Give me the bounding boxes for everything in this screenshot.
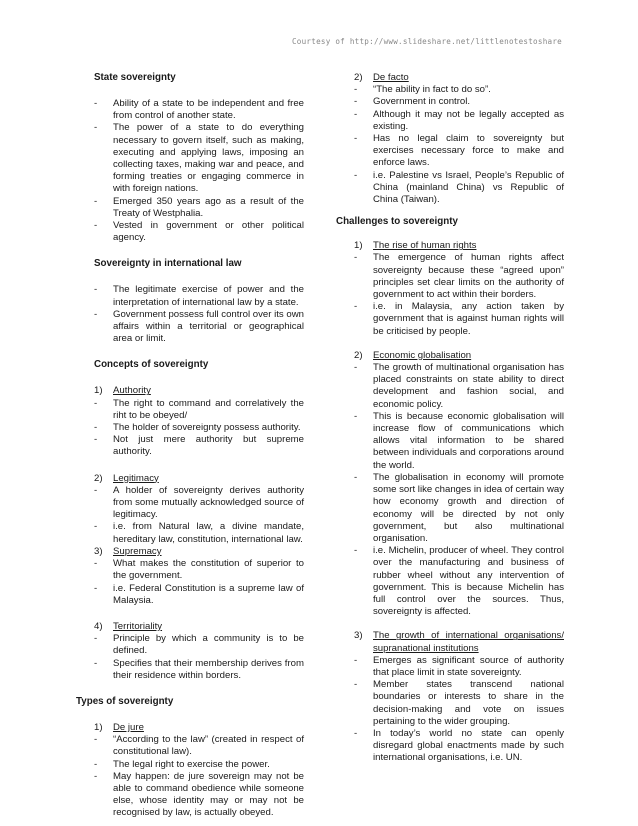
list-item: - Has no legal claim to sovereignty but exercises necessary force to make and enforce laws. [354, 133, 564, 169]
list-item: - This is because economic globalisation will increase flow of communications which allows vital information to be shared between individuals and corporations around the world. [354, 410, 564, 471]
courtesy-header: Courtesy of http://www.slideshare.net/littlenotestoshare [291, 37, 562, 46]
type-de-jure-title: 1) De jure [94, 721, 144, 733]
concept-authority-title: 1) Authority [94, 385, 151, 397]
list-item: - i.e. in Malaysia, any action taken by government that is against human rights will be criticised by people. [354, 301, 564, 337]
challenges-heading: Challenges to sovereignty [336, 216, 458, 228]
de-facto-section [336, 72, 564, 206]
list-item: - Although it may not be legally accepted as existing. [354, 108, 564, 132]
list-item: - The legal right to exercise the power. [94, 758, 270, 770]
list-item: - Member states transcend national boundaries or interests to share in the decision-making and vote on issues pertaining to the wider grouping. [354, 679, 564, 727]
type-de-facto-title: 2) De facto [354, 72, 409, 83]
international-law-heading: Sovereignty in international law [94, 258, 242, 270]
list-item: - “The ability in fact to do so”. [354, 84, 491, 96]
concept-territoriality-title: 4) Territoriality [94, 620, 163, 632]
list-item: - The globalisation in economy will promote some sort like changes in idea of certain way how economy growth and direction of economy will be directed by not only government, but also multinational organisation. [354, 471, 564, 544]
list-item: - A holder of sovereignty derives authority from some mutually acknowledged source of legitimacy. [94, 484, 304, 521]
list-item: - i.e. Federal Constitution is a supreme law of Malaysia. [94, 582, 304, 606]
state-sovereignty-heading: State sovereignty [94, 72, 176, 83]
list-item: - In today’s world no state can openly disregard global enactments made by such international organisations, i.e. UN. [354, 727, 564, 764]
list-item: - The legitimate exercise of power and the interpretation of international law by a state. [94, 284, 304, 308]
list-item: - Ability of a state to be independent and free from control of another state. [94, 98, 304, 122]
challenge-economic-globalisation-title: 2) Economic globalisation [354, 349, 472, 361]
list-item: - Specifies that their membership derives from their residence within borders. [94, 657, 304, 681]
list-item: - What makes the constitution of superior to the government. [94, 558, 304, 582]
concept-supremacy-title: 3) Supremacy [94, 545, 162, 557]
left-column [76, 72, 304, 820]
challenge-international-organisations-title: 3) The growth of international organisations/ supranational institutions [354, 630, 564, 654]
list-item: - i.e. Michelin, producer of wheel. They control over the manufacturing and business of rubber wheel without any intervention of government. This is because Michelin has full control over the sources. Thus, sovereignty is affected. [354, 545, 564, 618]
list-item: - The holder of sovereignty possess authority. [94, 422, 301, 434]
list-item: - The right to command and correlatively the riht to be obeyed/ [94, 397, 304, 421]
concept-legitimacy-title: 2) Legitimacy [94, 472, 159, 484]
list-item: - The growth of multinational organisation has placed constraints on state ability to direct development and fashion social, and economic policy. [354, 362, 564, 410]
challenges-section [336, 240, 564, 764]
list-item: - i.e. Palestine vs Israel, People’s Republic of China (mainland China) vs Republic of China (Taiwan). [354, 169, 564, 206]
concepts-heading: Concepts of sovereignty [94, 359, 209, 371]
list-item: - The power of a state to do everything necessary to govern itself, such as making, executing and applying laws, imposing an collecting taxes, making war and peace, and forming treaties or engaging commerce in with foreign nations. [94, 122, 304, 195]
state-sovereignty-section [76, 72, 304, 682]
list-item: - Vested in government or other political agency. [94, 220, 304, 244]
list-item: - Principle by which a community is to be defined. [94, 633, 304, 657]
right-column [336, 72, 564, 765]
list-item: - Emerged 350 years ago as a result of the Treaty of Westphalia. [94, 195, 304, 219]
list-item: - “According to the law” (created in respect of constitutional law). [94, 734, 304, 758]
types-heading: Types of sovereignty [76, 695, 174, 707]
list-item: - May happen: de jure sovereign may not be able to command obedience while someone else, whose identity may or may not be recognised by law, is actually obeyed. [94, 770, 304, 819]
list-item: - Government in control. [354, 96, 471, 108]
list-item: - Emerges as significant source of authority that place limit in state sovereignty. [354, 654, 564, 678]
list-item: - i.e. from Natural law, a divine mandate, hereditary law, constitution, international law. [94, 521, 304, 545]
list-item: - Not just mere authority but supreme authority. [94, 434, 304, 458]
list-item: - Government possess full control over its own affairs within a territorial or geographical area or limit. [94, 308, 304, 345]
challenge-human-rights-title: 1) The rise of human rights [354, 240, 477, 252]
list-item: - The emergence of human rights affect sovereignty because these “agreed upon” principles set clear limits on the authority of government to act within their borders. [354, 252, 564, 301]
types-section [76, 722, 304, 820]
